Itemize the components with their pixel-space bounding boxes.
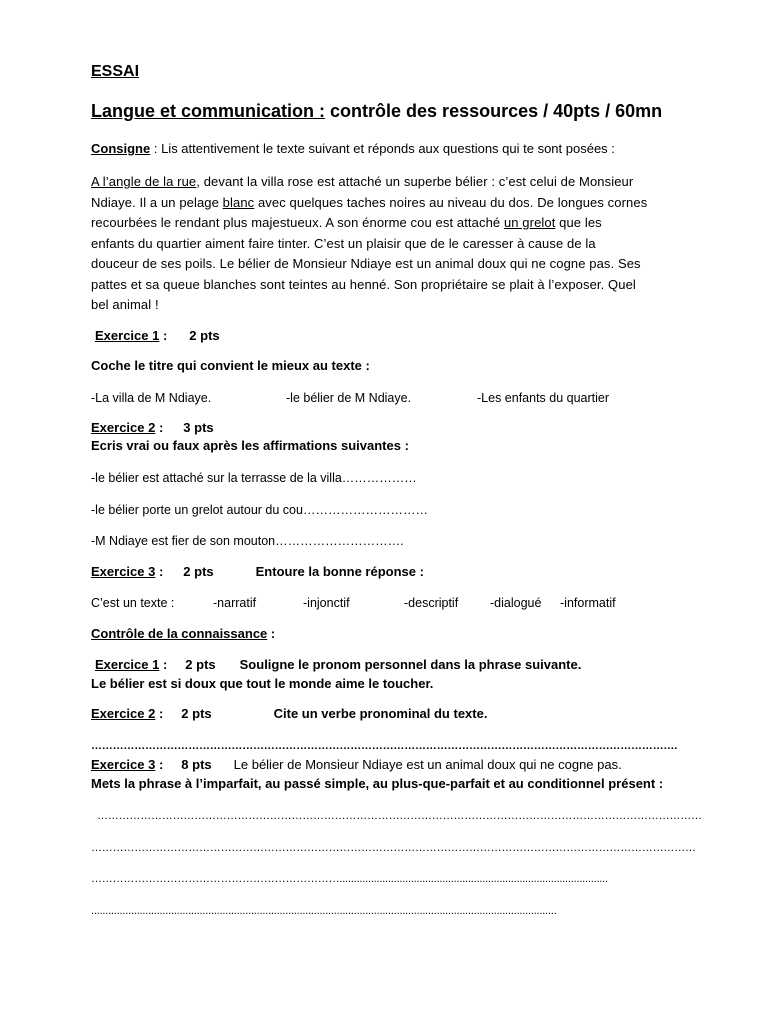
option-item[interactable]: -le bélier de M Ndiaye. xyxy=(286,391,412,405)
option-item[interactable]: -injonctif xyxy=(303,596,350,610)
option-item[interactable]: -Les enfants du quartier xyxy=(477,391,610,405)
section-colon: : xyxy=(267,626,276,641)
exercise-label: Exercice 2 xyxy=(91,706,156,721)
exercise-points: 2 pts xyxy=(183,564,214,579)
passage-line xyxy=(91,193,683,214)
passage-line xyxy=(91,172,683,193)
section-heading xyxy=(91,626,275,642)
exercise-1-instruction: Coche le titre qui convient le mieux au texte : xyxy=(91,358,370,373)
underlined-phrase: un grelot xyxy=(503,215,556,230)
exercise-instruction: Cite un verbe pronominal du texte. xyxy=(273,706,488,721)
exercise-points: 3 pts xyxy=(183,420,214,435)
knowledge-exercise-1-header xyxy=(95,657,581,673)
consigne-line xyxy=(91,141,615,157)
exercise-2-instruction: Ecris vrai ou faux après les affirmations suivantes : xyxy=(91,438,409,453)
answer-line[interactable]: …………………………………………………………………………………………………………………………………………………… xyxy=(91,842,696,854)
document-title: ESSAI xyxy=(91,63,140,80)
exercise-colon: : xyxy=(155,564,164,579)
exercise-label: Exercice 3 xyxy=(91,757,156,772)
subtitle-rest: contrôle des ressources / 40pts / 60mn xyxy=(325,101,663,121)
exercise-points: 2 pts xyxy=(185,657,216,672)
exercise-points: 2 pts xyxy=(189,328,220,343)
lead-text: C’est un texte : xyxy=(91,596,175,610)
exercise-colon: : xyxy=(155,706,164,721)
passage-text: Ndiaye. Il a un pelage xyxy=(91,194,223,210)
underlined-phrase: A l’angle de la rue xyxy=(91,174,197,189)
subtitle-underlined: Langue et communication : xyxy=(91,101,326,121)
knowledge-exercise-3-header xyxy=(91,757,622,773)
exercise-sentence: Le bélier de Monsieur Ndiaye est un animal doux qui ne cogne pas. xyxy=(233,757,622,772)
exercise-instruction: Souligne le pronom personnel dans la phrase suivante. xyxy=(239,657,582,672)
option-item[interactable]: -La villa de M Ndiaye. xyxy=(91,391,212,405)
passage-text: que les xyxy=(555,215,602,230)
exercise-points: 8 pts xyxy=(181,757,212,772)
passage-line: enfants du quartier aiment faire tinter. C’est un plaisir que de le caresser à cause de la xyxy=(91,235,596,251)
answer-line[interactable]: …………………………………………………………….............................................................................................. xyxy=(91,873,608,885)
option-item[interactable]: -informatif xyxy=(560,596,616,610)
exercise-label: Exercice 1 xyxy=(95,328,160,343)
exercise-3-header xyxy=(91,564,424,580)
statement-item[interactable]: -M Ndiaye est fier de son mouton…………………………. xyxy=(91,534,404,548)
exercise-3-instruction: Entoure la bonne réponse : xyxy=(255,564,424,579)
underlined-word: blanc xyxy=(222,194,255,210)
exercise-colon: : xyxy=(155,420,164,435)
option-item[interactable]: -narratif xyxy=(213,596,257,610)
passage-text: avec quelques taches noires au niveau du dos. De longues cornes xyxy=(254,194,648,210)
passage-text: recourbées le rendant plus majestueux. A son énorme cou est attaché xyxy=(91,215,504,230)
exercise-colon: : xyxy=(159,328,168,343)
answer-line[interactable]: ………………………………………………………………………………………………………………………………………………. xyxy=(91,740,678,752)
passage-line: douceur de ses poils. Le bélier de Monsieur Ndiaye est un animal doux qui ne cogne pas. Ses xyxy=(91,256,641,271)
option-item[interactable]: -descriptif xyxy=(404,596,459,610)
section-label: Contrôle de la connaissance xyxy=(91,626,268,641)
option-item[interactable]: -dialogué xyxy=(490,596,542,610)
answer-line[interactable]: ................................................................................................................................................................... xyxy=(91,905,557,917)
knowledge-exercise-3-instruction: Mets la phrase à l’imparfait, au passé simple, au plus-que-parfait et au conditionnel présent : xyxy=(91,776,664,791)
knowledge-exercise-1-sentence: Le bélier est si doux que tout le monde aime le toucher. xyxy=(91,676,434,691)
consigne-label: Consigne xyxy=(91,141,151,156)
exercise-colon: : xyxy=(155,757,164,772)
passage-line xyxy=(91,213,683,234)
exercise-label: Exercice 3 xyxy=(91,564,156,579)
exercise-2-header xyxy=(91,420,214,436)
exercise-1-header xyxy=(95,328,220,344)
exercise-colon: : xyxy=(159,657,168,672)
answer-line[interactable]: …………………………………………………………………………………………………………………………………………………… xyxy=(97,810,702,822)
statement-item[interactable]: -le bélier porte un grelot autour du cou………………………… xyxy=(91,503,428,517)
knowledge-exercise-2-header xyxy=(91,706,487,722)
document-subtitle xyxy=(91,100,662,122)
exercise-points: 2 pts xyxy=(181,706,212,721)
passage-line: bel animal ! xyxy=(91,297,159,312)
exercise-label: Exercice 1 xyxy=(95,657,160,672)
consigne-text: : Lis attentivement le texte suivant et réponds aux questions qui te sont posées : xyxy=(150,141,615,156)
reading-passage xyxy=(91,172,683,316)
statement-item[interactable]: -le bélier est attaché sur la terrasse de la villa……………… xyxy=(91,471,417,485)
passage-text: , devant la villa rose est attaché un superbe bélier : c’est celui de Monsieur xyxy=(196,174,634,189)
passage-line: pattes et sa queue blanches sont teintes au henné. Son propriétaire se plait à l’exposer. Quel xyxy=(91,276,636,292)
exercise-label: Exercice 2 xyxy=(91,420,156,435)
